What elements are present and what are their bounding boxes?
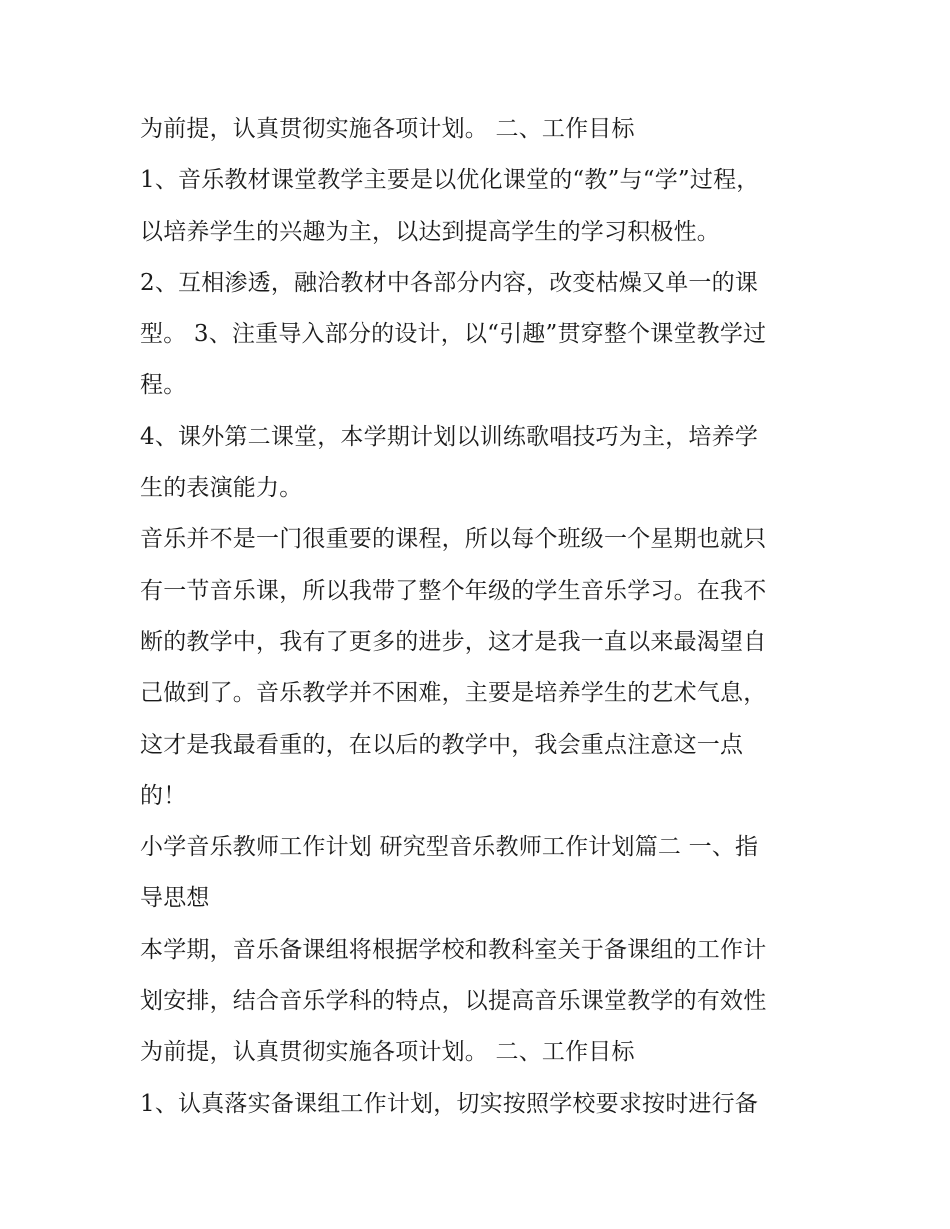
text-line: 音乐并不是一门很重要的课程，所以每个班级一个星期也就只 [140,526,767,553]
text-line: 有一节音乐课，所以我带了整个年级的学生音乐学习。在我不 [140,577,767,604]
text-line: 己做到了。音乐教学并不困难，主要是培养学生的艺术气息， [140,680,767,707]
text-line: 本学期，音乐备课组将根据学校和教科室关于备课组的工作计 [140,936,767,963]
text-line: 这才是我最看重的，在以后的教学中，我会重点注意这一点 [140,731,744,758]
text-line: 2、互相渗透，融洽教材中各部分内容，改变枯燥又单一的课 [140,269,759,296]
document-body [140,104,820,1130]
text-line: 以培养学生的兴趣为主，以达到提高学生的学习积极性。 [140,218,720,245]
text-line: 4、课外第二课堂，本学期计划以训练歌唱技巧为主，培养学 [140,423,759,450]
text-line: 1、认真落实备课组工作计划，切实按照学校要求按时进行备 [140,1090,759,1117]
text-line: 程。 [140,372,187,399]
text-line: 生的表演能力。 [140,475,303,502]
text-line: 为前提，认真贯彻实施各项计划。 二、工作目标 [140,1039,635,1066]
text-line: 为前提，认真贯彻实施各项计划。 二、工作目标 [140,116,635,142]
section-heading-line: 小学音乐教师工作计划 研究型音乐教师工作计划篇二 一、指 [140,834,759,861]
section-heading-line: 导思想 [140,885,210,912]
text-line: 1、音乐教材课堂教学主要是以优化课堂的“教”与“学”过程， [140,167,760,194]
text-line: 划安排，结合音乐学科的特点，以提高音乐课堂教学的有效性 [140,988,767,1015]
text-line: 断的教学中，我有了更多的进步，这才是我一直以来最渴望自 [140,628,767,655]
text-line: 型。 3、注重导入部分的设计，以“引趣”贯穿整个课堂教学过 [140,321,767,348]
text-line: 的！ [140,782,187,809]
